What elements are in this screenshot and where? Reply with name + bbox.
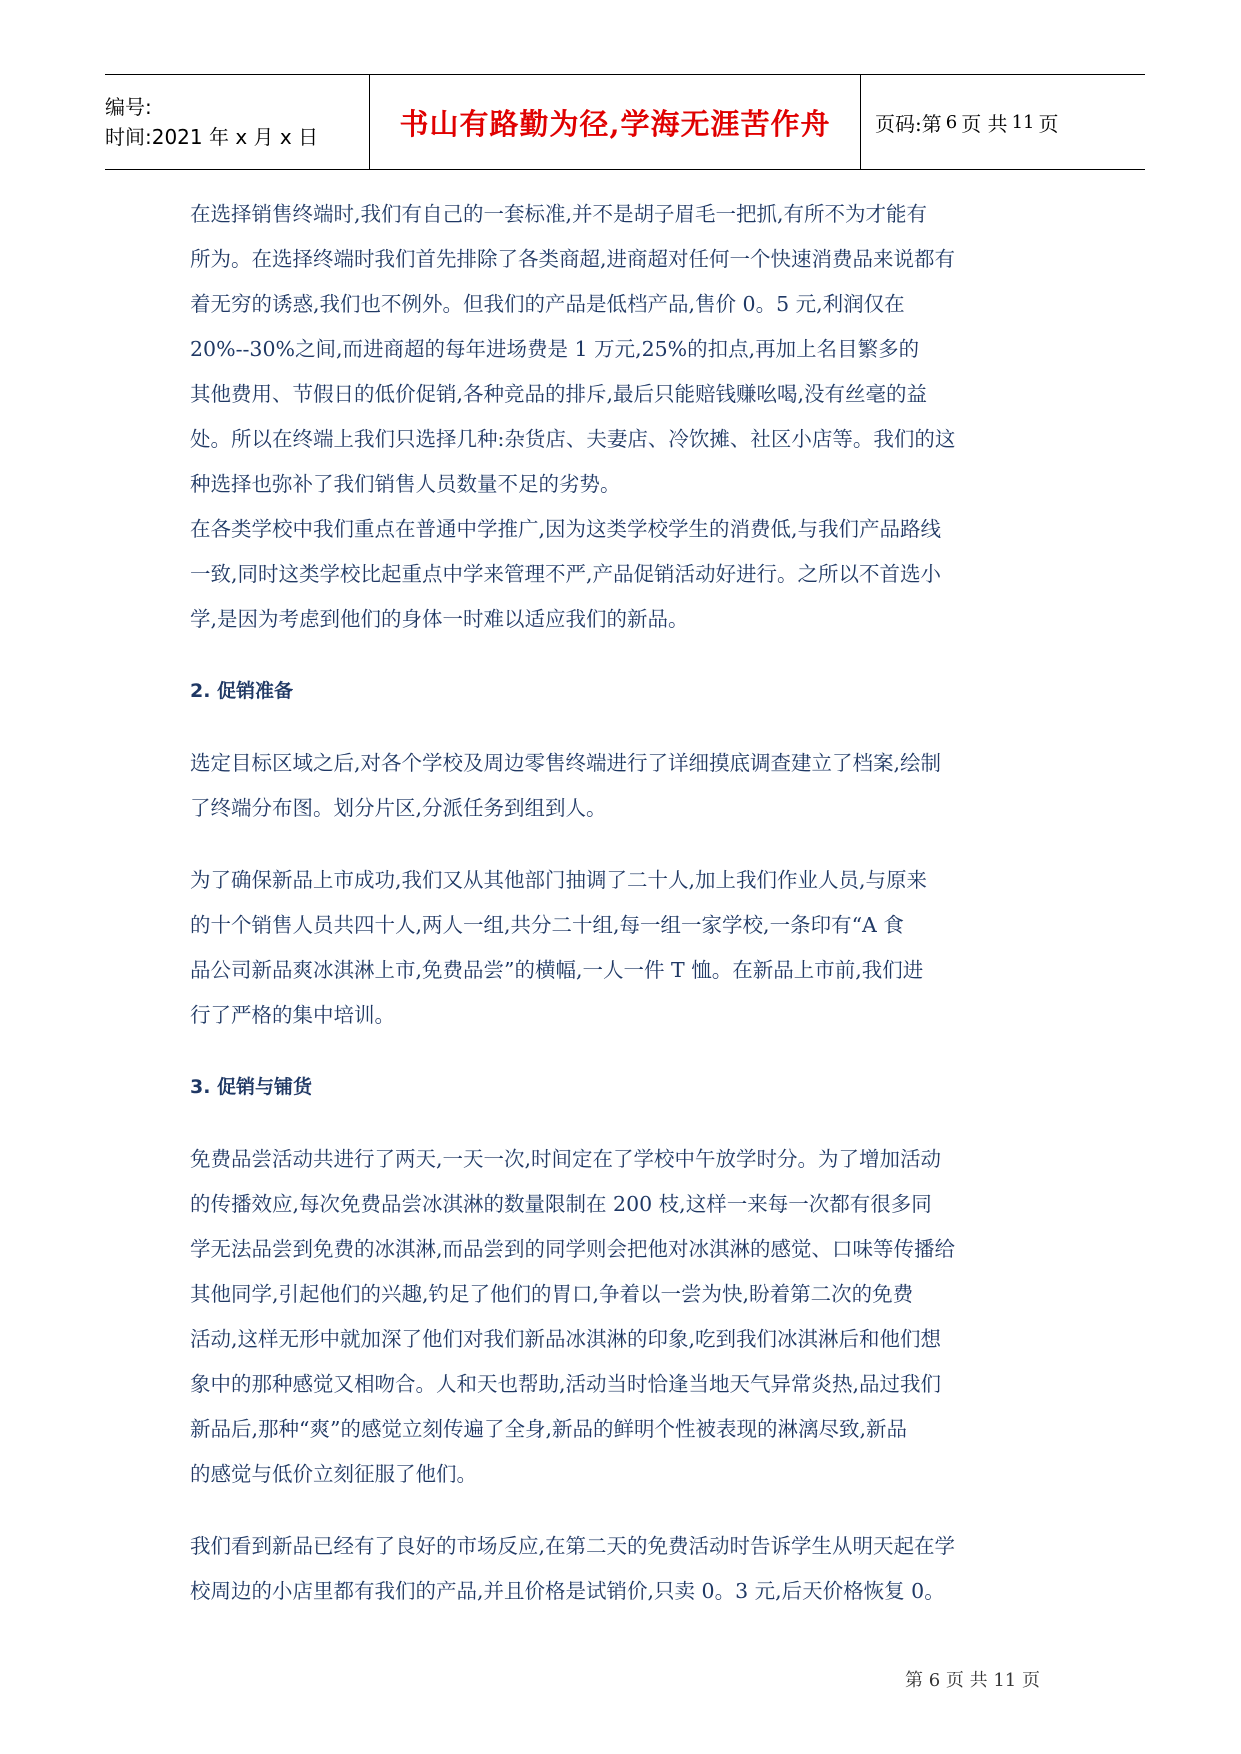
text-line: 校周边的小店里都有我们的产品,并且价格是试销价,只卖 0。3 元,后天价格恢复 0。 bbox=[190, 1579, 945, 1603]
text-line: 所为。在选择终端时我们首先排除了各类商超,进商超对任何一个快速消费品来说都有 bbox=[190, 247, 956, 271]
text-line: 学,是因为考虑到他们的身体一时难以适应我们的新品。 bbox=[190, 607, 689, 631]
page-footer: 第 6 页 共 11 页 bbox=[905, 1670, 1040, 1691]
text-line: 新品后,那种“爽”的感觉立刻传遍了全身,新品的鲜明个性被表现的淋漓尽致,新品 bbox=[190, 1417, 908, 1441]
paragraph bbox=[190, 858, 1070, 1038]
header-meta bbox=[105, 75, 370, 169]
header-motto: 书山有路勤为径,学海无涯苦作舟 bbox=[370, 75, 861, 169]
text-line: 在各类学校中我们重点在普通中学推广,因为这类学校学生的消费低,与我们产品路线 bbox=[190, 517, 942, 541]
text-line: 种选择也弥补了我们销售人员数量不足的劣势。 bbox=[190, 472, 621, 496]
text-line: 行了严格的集中培训。 bbox=[190, 1003, 395, 1027]
paragraph bbox=[190, 741, 1070, 831]
text-line: 活动,这样无形中就加深了他们对我们新品冰淇淋的印象,吃到我们冰淇淋后和他们想 bbox=[190, 1327, 942, 1351]
text-line: 20%--30%之间,而进商超的每年进场费是 1 万元,25%的扣点,再加上名目繁多的 bbox=[190, 337, 920, 361]
text-line: 其他费用、节假日的低价促销,各种竞品的排斥,最后只能赔钱赚吆喝,没有丝毫的益 bbox=[190, 382, 928, 406]
page-total: 11 bbox=[1011, 111, 1035, 133]
section-heading: 3. 促销与铺货 bbox=[190, 1076, 313, 1098]
paragraph bbox=[190, 1137, 1070, 1497]
section-heading: 2. 促销准备 bbox=[190, 680, 294, 702]
page-current: 6 bbox=[945, 111, 958, 133]
document-number-label: 编号: bbox=[105, 95, 152, 119]
text-line: 了终端分布图。划分片区,分派任务到组到人。 bbox=[190, 796, 607, 820]
page-suffix: 页 bbox=[1038, 111, 1059, 136]
text-line: 学无法品尝到免费的冰淇淋,而品尝到的同学则会把他对冰淇淋的感觉、口味等传播给 bbox=[190, 1237, 956, 1261]
text-line: 着无穷的诱惑,我们也不例外。但我们的产品是低档产品,售价 0。5 元,利润仅在 bbox=[190, 292, 905, 316]
text-line: 象中的那种感觉又相吻合。人和天也帮助,活动当时恰逢当地天气异常炎热,品过我们 bbox=[190, 1372, 942, 1396]
page-prefix: 页码:第 bbox=[875, 111, 942, 136]
text-line: 其他同学,引起他们的兴趣,钓足了他们的胃口,争着以一尝为快,盼着第二次的免费 bbox=[190, 1282, 914, 1306]
document-time-label: 时间:2021 年 x 月 x 日 bbox=[105, 125, 319, 149]
text-line: 处。所以在终端上我们只选择几种:杂货店、夫妻店、冷饮摊、社区小店等。我们的这 bbox=[190, 427, 956, 451]
text-line: 品公司新品爽冰淇淋上市,免费品尝”的横幅,一人一件 T 恤。在新品上市前,我们进 bbox=[190, 958, 924, 982]
page-header bbox=[105, 74, 1145, 170]
page-mid: 页 共 bbox=[961, 111, 1008, 136]
header-page-info bbox=[861, 75, 1145, 169]
text-line: 为了确保新品上市成功,我们又从其他部门抽调了二十人,加上我们作业人员,与原来 bbox=[190, 868, 928, 892]
text-line: 我们看到新品已经有了良好的市场反应,在第二天的免费活动时告诉学生从明天起在学 bbox=[190, 1534, 956, 1558]
document-body bbox=[190, 192, 1070, 1614]
text-line: 选定目标区域之后,对各个学校及周边零售终端进行了详细摸底调查建立了档案,绘制 bbox=[190, 751, 942, 775]
paragraph bbox=[190, 1524, 1070, 1614]
text-line: 在选择销售终端时,我们有自己的一套标准,并不是胡子眉毛一把抓,有所不为才能有 bbox=[190, 202, 928, 226]
text-line: 一致,同时这类学校比起重点中学来管理不严,产品促销活动好进行。之所以不首选小 bbox=[190, 562, 942, 586]
paragraph bbox=[190, 192, 1070, 507]
text-line: 的感觉与低价立刻征服了他们。 bbox=[190, 1462, 477, 1486]
text-line: 的传播效应,每次免费品尝冰淇淋的数量限制在 200 枝,这样一来每一次都有很多同 bbox=[190, 1192, 932, 1216]
text-line: 的十个销售人员共四十人,两人一组,共分二十组,每一组一家学校,一条印有“A 食 bbox=[190, 913, 904, 937]
paragraph bbox=[190, 507, 1070, 642]
text-line: 免费品尝活动共进行了两天,一天一次,时间定在了学校中午放学时分。为了增加活动 bbox=[190, 1147, 942, 1171]
